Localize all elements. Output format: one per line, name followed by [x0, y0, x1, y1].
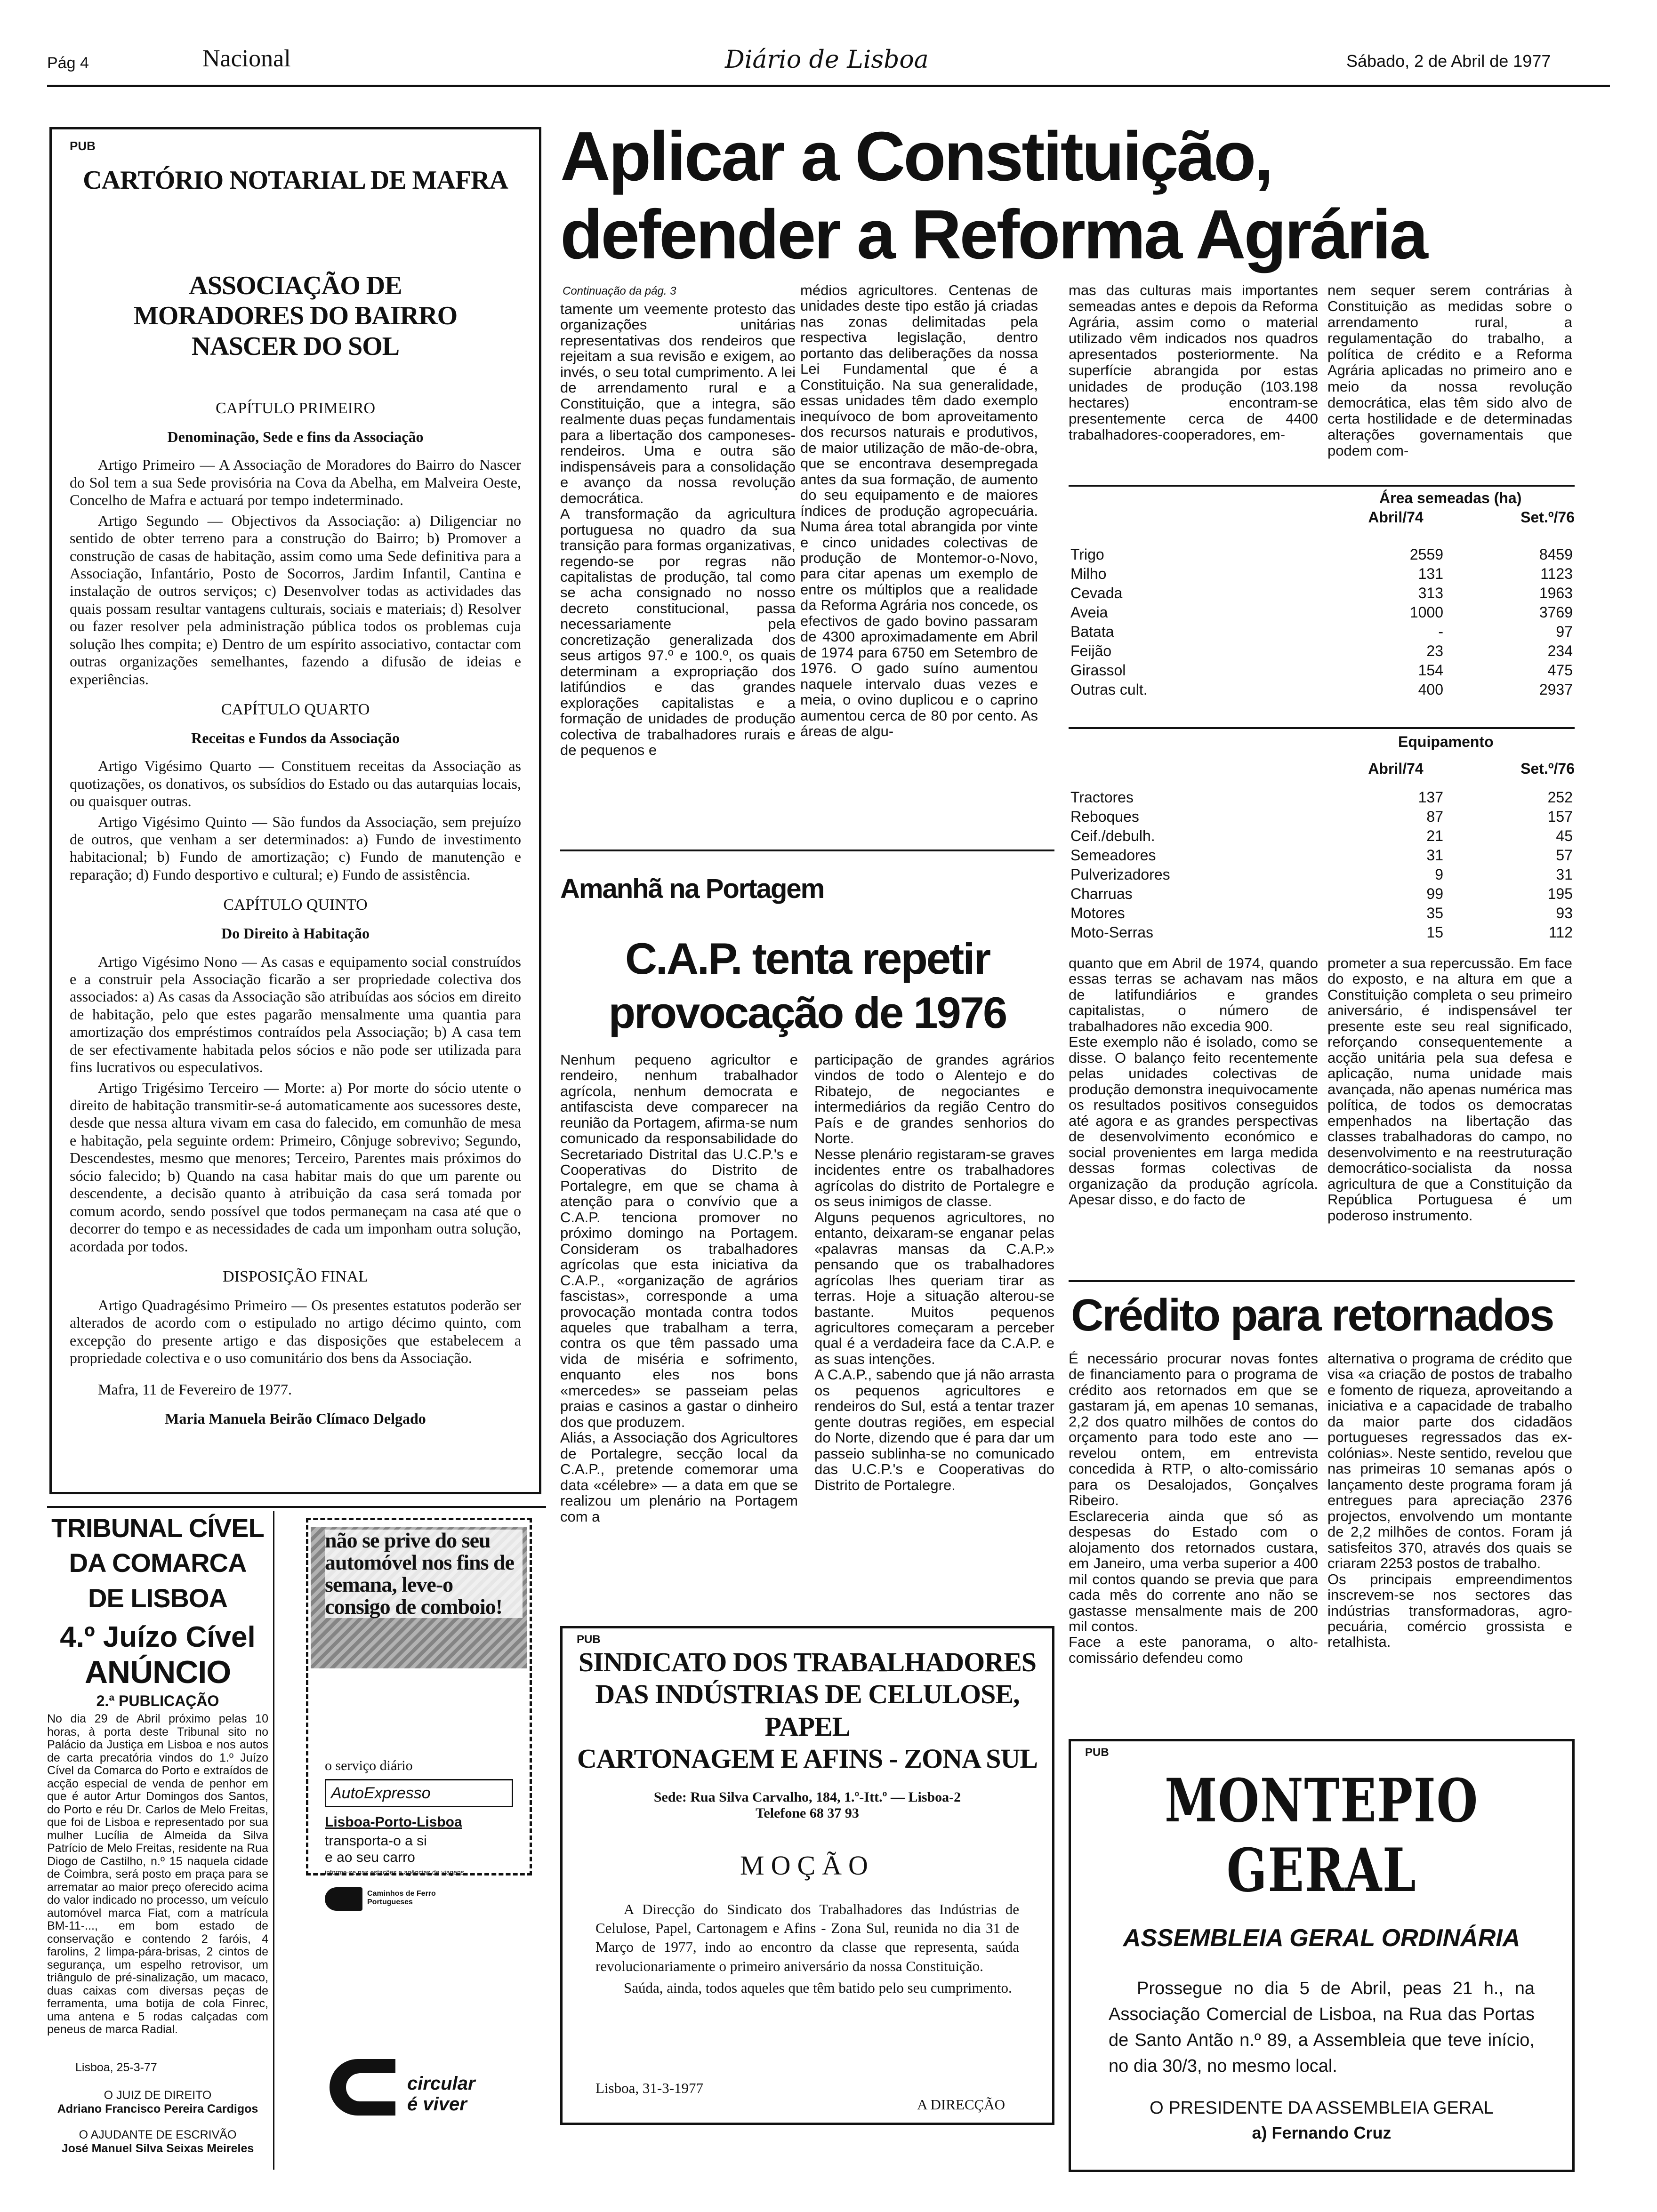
continuation-note: Continuação da pág. 3: [563, 285, 676, 297]
table-cell-value: 31: [1556, 866, 1573, 883]
tribunal-body: No dia 29 de Abril próximo pelas 10 horas, à porta deste Tribunal sito no Palácio da Justiça em Lisboa e nos autos de carta precatória vindos do 1.º Juízo Cível da Comarca do Porto e extraídos de acção especial de venda de penhor em que é autor Artur Domingos dos Santos, do Porto e réu Dr. Carlos de Melo Freitas, que foi de Lisboa e representado por sua mulher Lucília de Almeida da Silva Patrício de Melo Freitas, residente na Rua Diogo de Castilho, n.º 15 naquela cidade de Coimbra, será posto em praça para se arrematar ao maior preço oferecido acima do valor indicado no processo, um veículo automóvel marca Fiat, com a matrícula BM-11-..., em bom estado de conservação e contendo 2 faróis, 4 farolins, 2 limpa-pára-brisas, 2 cintos de segurança, um espelho retrovisor, um triângulo de pré-sinalização, um macaco, duas caixas com diversas peças de ferramenta, uma botija de cola Finrec, uma antena e 5 rodas calçadas com peneus de marca Radial.: [47, 1713, 268, 2036]
table-cell-label: Milho: [1070, 565, 1107, 582]
autoexpresso-brand: AutoExpresso: [325, 1779, 513, 1807]
cp-line: e ao seu carro: [325, 1850, 415, 1865]
table-cell-value: 234: [1547, 642, 1573, 659]
table-cell-label: Semeadores: [1070, 847, 1156, 864]
table-row: [1069, 680, 1575, 699]
table-row: [1069, 564, 1575, 584]
article-text: Artigo Trigésimo Terceiro — Morte: a) Por morte do sócio utente o direito de habitação transmitir-se-á automaticamente aos sucessores deste, desde que nessa altura vivam em casa do falecido, em comunhão de mesa e habitação, pela seguinte ordem: Primeiro, Cônjuge sobrevivo; Segundo, Descendestes, mesmo que menores; Terceiro, Parentes mais próximos do sócio falecido; b) Quando na casa habitar mais do que um parente ou descendente, a decisão quanto à atribuição da casa será tomada por comum acordo, sendo possível que todos permaneçam na casa até que o decorrer do tempo e as necessidades de cada um imponham outra solução, acordada por todos.: [70, 1079, 521, 1255]
table-cell-value: 93: [1556, 905, 1573, 922]
cap-headline-line: C.A.P. tenta repetir: [625, 934, 990, 983]
table-header: Abril/74: [1368, 760, 1424, 777]
article-text: Artigo Quadragésimo Primeiro — Os presentes estatutos poderão ser alterados de acordo com o estipulado no artigo décimo quinto, com excepção do presente artigo e das disposições que estabelecem a propriedade colectiva e o uso comunitário dos bens da Associação.: [70, 1296, 521, 1367]
sindicato-address: Sede: Rua Silva Carvalho, 184, 1.º-Itt.º — Lisboa-2: [653, 1789, 961, 1805]
tribunal-title-line: TRIBUNAL CÍVEL: [51, 1513, 264, 1543]
table-cell-value: 3769: [1539, 604, 1573, 621]
tribunal-title-line: DE LISBOA: [88, 1583, 227, 1613]
pub-label: PUB: [1085, 1746, 1109, 1759]
judge-title: O JUIZ DE DIREITO: [104, 2089, 212, 2102]
cp-small: informe-se nas estações e agências de viagens: [325, 1868, 464, 1876]
sindicato-phone: Telefone 68 37 93: [756, 1805, 859, 1821]
masthead: [47, 45, 1610, 82]
montepio-title: MONTEPIO GERAL: [1165, 1766, 1479, 1905]
chapter-subtitle: Denominação, Sede e fins da Associação: [167, 428, 424, 445]
slogan-line: circular: [407, 2073, 475, 2094]
mocao-body: A Direcção do Sindicato dos Trabalhadores das Indústrias de Celulose, Papel, Cartonagem e Afins - Zona Sul, reunida no dia 31 de Março de 1977, indo ao encontro da classe que representa, saúda revolucionariamente o primeiro aniversário da nossa Constituição.: [595, 1900, 1019, 1974]
table-title: Área semeadas (ha): [1379, 489, 1522, 506]
article-column: mas das culturas mais importantes semeadas antes e depois da Reforma Agrária, assim como o material utilizado vêm indicados nos quadros apresentados posteriormente. Na superfície abrangida por estas unidades de produção (103.198 hectares) encontram-se presentemente cerca de 4400 trabalhadores-cooperadores, em-: [1069, 282, 1318, 443]
table-row: [1069, 865, 1575, 884]
table-cell-label: Pulverizadores: [1070, 866, 1170, 883]
tribunal-date: Lisboa, 25-3-77: [75, 2061, 157, 2075]
cartorio-subtitle: ASSOCIAÇÃO DE MORADORES DO BAIRRO NASCER DO SOL: [133, 271, 458, 361]
section-name: Nacional: [202, 45, 291, 72]
table-cell-value: 195: [1547, 885, 1573, 902]
table-cell-label: Tractores: [1070, 789, 1134, 806]
cp-service: o serviço diário: [325, 1758, 413, 1773]
chapter-title: CAPÍTULO QUARTO: [221, 701, 370, 719]
article-text: Artigo Segundo — Objectivos da Associação: a) Diligenciar no sentido de obter terreno para a construção do Bairro; b) Promover a construção de casas de habitação, assim como uma Sede definitiva para a Associação, Infantário, Posto de Socorros, Jardim Infantil, Cantina e instalação de outros serviços; c) Desenvolver todas as actividades das quais possam resultar vantagens culturais, sociais e materiais; d) Resolver ou fazer resolver pela administração pública todos os problemas cuja solução lhes compita; e) Dentro de um espírito associativo, contactar com outras organizações semelhantes, fazendo a difusão de ideias e experiências.: [70, 512, 521, 688]
montepio-body: Prossegue no dia 5 de Abril, peas 21 h., na Associação Comercial de Lisboa, na Rua das Portas de Santo Antão n.º 89, a Assembleia que teve início, no dia 30/3, no mesmo local.: [1109, 1979, 1535, 2076]
section-rule: [47, 1506, 546, 1508]
table-row: [1069, 603, 1575, 622]
cp-logo-icon: [325, 1887, 362, 1911]
table-cell-value: 87: [1426, 808, 1443, 825]
table-cell-label: Charruas: [1070, 885, 1133, 902]
table-row: [1069, 545, 1575, 564]
area-table: [1069, 489, 1575, 699]
clerk-name: José Manuel Silva Seixas Meireles: [61, 2142, 254, 2156]
article-text: Artigo Vigésimo Nono — As casas e equipamento social construídos e a construir pela Associação ficarão a ser propriedade colectiva dos associados: a) As casas da Associação são atribuídas aos sócios em direito de habitação, pelo que estes pagarão mensalmente uma quantia para amortização dos empréstimos contraídos pela Associação; b) A casa tem de ser efectivamente habitada pelos sócios e não pode ser utilizada para fins lucrativos ou especulativos.: [70, 953, 521, 1076]
table-cell-label: Cevada: [1070, 585, 1123, 601]
table-cell-value: 15: [1426, 924, 1443, 941]
table-cell-label: Aveia: [1070, 604, 1108, 621]
table-header: Abril/74: [1368, 509, 1424, 526]
article-column: prometer a sua repercussão. Em face do exposto, e na altura em que a Constituição completa o seu primeiro aniversário, é indispensável ter presente este seu real significado, reforçando consequentemente a acção unitária pela sua defesa e aplicação, numa unidade mais avançada, não apenas numérica mas política, de todos os democratas empenhados na libertação das classes trabalhadoras do campo, no desenvolvimento e na reestruturação democrático-socialista da nossa agricultura de que a Constituição da República Portuguesa é um poderoso instrumento.: [1327, 955, 1572, 1224]
pub-label: PUB: [70, 139, 96, 153]
chapter-title: CAPÍTULO PRIMEIRO: [215, 400, 376, 417]
mocao-title: MOÇÃO: [740, 1850, 875, 1881]
tribunal-title-line: DA COMARCA: [69, 1548, 247, 1578]
chapter-subtitle: Do Direito à Habitação: [221, 925, 370, 942]
article-text: Artigo Vigésimo Quinto — São fundos da Associação, sem prejuízo de outros, que venham a ser determinados: a) Fundo de investimento habitacional; b) Fundo de amortização; c) Fundo de manutenção e reparação; d) Fundo desportivo e cultural; e) Fundo de assistência.: [70, 813, 521, 883]
table-cell-value: 9: [1435, 866, 1443, 883]
article-column: médios agricultores. Centenas de unidades deste tipo estão já criadas nas zonas delimitadas pela respectiva legislação, dentro portanto das deliberações da nossa Lei Fundamental que é a Constituição. Na sua generalidade, essas unidades têm dado exemplo inequívoco de bom aproveitamento dos recursos naturais e produtivos, de maior utilização de mão-de-obra, que se encontrava desempregada antes da sua formação, de aumento do seu equipamento e de maiores índices de produção agropecuária. Numa área total abrangida por vinte e cinco unidades colectivas de produção de Montemor-o-Novo, para citar apenas um exemplo de entre os múltiplos que a realidade da Reforma Agrária nos concede, os efectivos de gado bovino passaram de 4300 aproximadamente em Abril de 1974 para 6750 em Setembro de 1976. O gado suíno aumentou naquele intervalo duas vezes e meia, o ovino duplicou e o caprino aumentou cerca de 80 por cento. As áreas de algu-: [800, 282, 1038, 740]
table-cell-value: 400: [1418, 681, 1443, 698]
table-cell-label: Motores: [1070, 905, 1125, 922]
table-cell-label: Trigo: [1070, 546, 1104, 563]
cp-ad-headline: não se prive do seu automóvel nos fins de semana, leve-o consigo de comboio!: [325, 1530, 523, 1618]
table-cell-value: 1963: [1539, 585, 1573, 601]
clerk-title: O AJUDANTE DE ESCRIVÃO: [79, 2128, 237, 2142]
table-cell-value: 2559: [1409, 546, 1443, 563]
sindicato-title-line: CARTONAGEM E AFINS - ZONA SUL: [577, 1743, 1038, 1774]
table-rule: [1069, 727, 1575, 729]
cartorio-ad: [49, 127, 541, 1494]
document-date: Mafra, 11 de Fevereiro de 1977.: [98, 1381, 292, 1398]
table-cell-value: -: [1438, 623, 1443, 640]
table-row: [1069, 661, 1575, 680]
table-cell-label: Ceif./debulh.: [1070, 827, 1155, 844]
chapter-title: CAPÍTULO QUINTO: [223, 896, 368, 914]
chapter-subtitle: Receitas e Fundos da Associação: [191, 729, 400, 746]
section-rule: [1069, 1280, 1575, 1282]
table-row: [1069, 622, 1575, 641]
section-rule: [560, 850, 1054, 851]
mocao-body: Saúda, ainda, todos aqueles que têm batido pelo seu cumprimento.: [624, 1979, 1012, 1996]
table-header: Set.º/76: [1520, 760, 1575, 777]
table-header: Set.º/76: [1520, 509, 1575, 526]
sindicato-title-line: SINDICATO DOS TRABALHADORES: [578, 1647, 1037, 1677]
table-cell-label: Feijão: [1070, 642, 1112, 659]
table-row: [1069, 807, 1575, 826]
cap-kicker: Amanhã na Portagem: [560, 874, 824, 904]
table-cell-value: 21: [1426, 827, 1443, 844]
cap-column: Nenhum pequeno agricultor e rendeiro, nenhum trabalhador agrícola, nenhum democrata e antifascista deve comparecer na reunião da Portagem, afirma-se num comunicado da responsabilidade do Secretariado Distrital das U.C.P.'s e Cooperativas do Distrito de Portalegre, em que se chama à atenção para o convívio que a C.A.P. tenciona promover no próximo domingo na Portagem. Consideram os trabalhadores agrícolas que esta iniciativa da C.A.P., «organização de agrários fascistas», corresponde a uma provocação montada contra todos aqueles que trabalham a terra, contra os que têm passado uma vida de miséria e sofrimento, enquanto eles nos bons «mercedes» se passeiam pelas praias e casinos a gastar o dinheiro dos que produzem. Aliás, a Associação dos Agricultores de Portalegre, secção local da C.A.P., pretende comemorar uma data «célebre» — a data em que se realizou um plenário na Portagem com a: [560, 1052, 798, 1525]
table-cell-label: Reboques: [1070, 808, 1139, 825]
table-cell-value: 57: [1556, 847, 1573, 864]
table-cell-value: 157: [1547, 808, 1573, 825]
table-rule: [1069, 485, 1575, 487]
table-cell-label: Girassol: [1070, 662, 1126, 679]
circular-logo-icon: [325, 2050, 405, 2125]
table-title: Equipamento: [1398, 733, 1494, 750]
tribunal-title: [47, 1511, 268, 1616]
table-cell-value: 112: [1548, 924, 1573, 941]
table-cell-value: 31: [1426, 847, 1443, 864]
table-cell-value: 99: [1426, 885, 1443, 902]
cartorio-title: CARTÓRIO NOTARIAL DE MAFRA: [83, 166, 508, 195]
table-cell-value: 2937: [1539, 681, 1573, 698]
montepio-subtitle: ASSEMBLEIA GERAL ORDINÁRIA: [1123, 1924, 1520, 1952]
table-cell-value: 131: [1418, 565, 1443, 582]
montepio-sign-title: O PRESIDENTE DA ASSEMBLEIA GERAL: [1150, 2098, 1494, 2118]
slogan-line: é viver: [407, 2094, 467, 2115]
table-row: [1069, 584, 1575, 603]
article-column: quanto que em Abril de 1974, quando essas terras se achavam nas mãos de latifundiários e grandes capitalistas, o número de trabalhadores não excedia 900. Este exemplo não é isolado, como se disse. O balanço feito recentemente pelas unidades colectivas de produção demonstra inequivocamente os resultados positivos conseguidos até agora e as grandes perspectivas de desenvolvimento económico e social provenientes em larga medida dessas formas colectivas de organização da produção agrícola. Apesar disso, e do facto de: [1069, 955, 1318, 1208]
table-cell-label: Outras cult.: [1070, 681, 1148, 698]
equipment-table-body: [1069, 788, 1575, 942]
table-cell-value: 154: [1418, 662, 1443, 679]
cp-route: Lisboa-Porto-Lisboa: [325, 1814, 462, 1830]
table-cell-value: 1123: [1540, 565, 1573, 582]
cap-headline-line: provocação de 1976: [608, 987, 1006, 1037]
montepio-ad: [1069, 1739, 1575, 2172]
table-cell-value: 45: [1556, 827, 1573, 844]
main-headline: [560, 118, 1610, 274]
table-row: [1069, 884, 1575, 904]
table-cell-value: 1000: [1409, 604, 1443, 621]
table-cell-value: 137: [1418, 789, 1443, 806]
montepio-sign: a) Fernando Cruz: [1252, 2123, 1392, 2143]
table-cell-value: 252: [1547, 789, 1573, 806]
article-text: Artigo Vigésimo Quarto — Constituem receitas da Associação as quotizações, os donativos, os subsídios do Estado ou das autarquias locais, ou quaisquer outras.: [70, 757, 521, 810]
area-table-body: [1069, 545, 1575, 699]
sindicato-ad: [560, 1626, 1054, 2125]
mocao-date: Lisboa, 31-3-1977: [595, 2080, 704, 2096]
headline-line: Aplicar a Constituição,: [560, 118, 1272, 195]
table-row: [1069, 826, 1575, 846]
table-cell-value: 35: [1426, 905, 1443, 922]
cp-logo-text: Caminhos de Ferro Portugueses: [367, 1890, 436, 1906]
article-text: Artigo Primeiro — A Associação de Moradores do Bairro do Nascer do Sol tem a sua Sede provisória na Cova da Abelha, em Malveira Oeste, Concelho de Mafra e actuará por tempo indeterminado.: [70, 456, 521, 509]
chapter-title: DISPOSIÇÃO FINAL: [223, 1267, 368, 1285]
column-divider: [273, 1511, 274, 2170]
masthead-rule: [47, 85, 1610, 87]
equipment-table: [1069, 733, 1575, 942]
mocao-signature: A DIRECÇÃO: [917, 2096, 1005, 2113]
issue-date: Sábado, 2 de Abril de 1977: [1346, 51, 1551, 71]
sindicato-title-line: DAS INDÚSTRIAS DE CELULOSE, PAPEL: [595, 1679, 1020, 1742]
publicacao-label: 2.ª PUBLICAÇÃO: [96, 1692, 219, 1710]
cap-headline: [560, 932, 1054, 1040]
newspaper-name: Diário de Lisboa: [725, 46, 929, 74]
page-number: Pág 4: [47, 54, 89, 72]
table-cell-value: 23: [1426, 642, 1443, 659]
article-column: nem sequer serem contrárias à Constituição as medidas sobre o arrendamento rural, a regulamentação do trabalho, a política de crédito e a Reforma Agrária aplicadas no primeiro ano e meio da nossa revolução democrática, elas têm sido alvo de certa hostilidade e de determinadas alterações governamentais que podem com-: [1327, 282, 1572, 459]
judge-name: Adriano Francisco Pereira Cardigos: [57, 2102, 258, 2116]
cp-line: transporta-o a si: [325, 1833, 427, 1849]
table-cell-label: Batata: [1070, 623, 1114, 640]
slogan: [407, 2073, 475, 2115]
anuncio-label: ANÚNCIO: [84, 1654, 231, 1691]
credito-column: alternativa o programa de crédito que visa «a criação de postos de trabalho e fomento de riqueza, aproveitando a iniciativa e a capacidade de trabalho da maior parte dos cidadãos portugueses regressados das ex-colónias». Neste sentido, revelou que nas primeiras 10 semanas após o lançamento deste programa foram já entregues para apreciação 2376 projectos, envolvendo um montante de 2,2 milhões de contos. Foram já satisfeitos 370, através dos quais se criaram 2253 postos de trabalho. Os principais empreendimentos inscrevem-se nos sectores das indústrias transformadoras, agro-pecuária, comércio grossista e retalhista.: [1327, 1351, 1572, 1651]
cp-train-ad: [306, 1518, 541, 2191]
table-cell-value: 97: [1556, 623, 1573, 640]
pub-label: PUB: [577, 1633, 601, 1646]
juizo-label: 4.º Juízo Cível: [60, 1621, 256, 1654]
table-row: [1069, 923, 1575, 942]
table-cell-value: 313: [1418, 585, 1443, 601]
article-column: tamente um veemente protesto das organizações unitárias representativas dos rendeiros que rejeitam a sua revisão e exigem, ao invés, o seu total cumprimento. A lei de arrendamento rural e a Constituição, que a integra, são realmente duas peças fundamentais para a libertação dos camponeses-rendeiros. Uma e outra são indispensáveis para a consolidação e avanço da nossa revolução democrática. A transformação da agricultura portuguesa no quadro da sua transição para formas organizativas, regendo-se por regras não capitalistas de produção, tal como se acha consignado no nosso decreto constitucional, passa necessariamente pela concretização generalizada dos seus artigos 97.º e 100.º, os quais determinam a expropriação dos latifúndios e das grandes explorações capitalistas e a formação de unidades de produção colectiva de trabalhadores rurais e de pequenos e: [560, 301, 796, 759]
table-cell-value: 475: [1547, 662, 1573, 679]
cap-column: participação de grandes agrários vindos de todo o Alentejo e do Ribatejo, de negociantes e intermediários da região Centro do País e de grandes senhorios do Norte. Nesse plenário registaram-se graves incidentes entre os trabalhadores agrícolas do distrito de Portalegre e os seus inimigos de classe. Alguns pequenos agricultores, no entanto, deixaram-se enganar pelas «palavras mansas da C.A.P.» pensando que os trabalhadores agrícolas lhes queriam tirar as terras. Hoje a situação alterou-se bastante. Muitos pequenos agricultores começaram a perceber qual é a verdadeira face da C.A.P. e as suas intenções. A C.A.P., sabendo que já não arrasta os pequenos agricultores e rendeiros do Sul, está a tentar trazer gente doutras regiões, em especial do Norte, dizendo que é para dar um passeio sublinha-se no comunicado das U.C.P.'s e Cooperativas do Distrito de Portalegre.: [814, 1052, 1054, 1493]
table-cell-label: Moto-Serras: [1070, 924, 1154, 941]
table-row: [1069, 846, 1575, 865]
table-cell-value: 8459: [1539, 546, 1573, 563]
sindicato-title: [577, 1646, 1038, 1775]
table-row: [1069, 641, 1575, 661]
signature: Maria Manuela Beirão Clímaco Delgado: [165, 1410, 426, 1427]
table-row: [1069, 904, 1575, 923]
headline-line: defender a Reforma Agrária: [560, 195, 1426, 273]
tribunal-notice: [47, 1511, 268, 2174]
credito-headline: Crédito para retornados: [1071, 1290, 1553, 1340]
credito-column: É necessário procurar novas fontes de financiamento para o programa de crédito aos retornados em que se gastaram já, em apenas 10 semanas, 2,2 dos quatro milhões de contos do orçamento para todo este ano — revelou ontem, em entrevista concedida à RTP, o alto-comissário para os Desalojados, Gonçalves Ribeiro. Esclareceria ainda que só as despesas do Estado com o alojamento dos retornados custara, em Janeiro, uma verba superior a 400 mil contos quando se previa que para cada mês do corrente ano não se gastasse mensalmente mais de 200 mil contos. Face a este panorama, o alto-comissário defendeu como: [1069, 1351, 1318, 1666]
table-row: [1069, 788, 1575, 807]
